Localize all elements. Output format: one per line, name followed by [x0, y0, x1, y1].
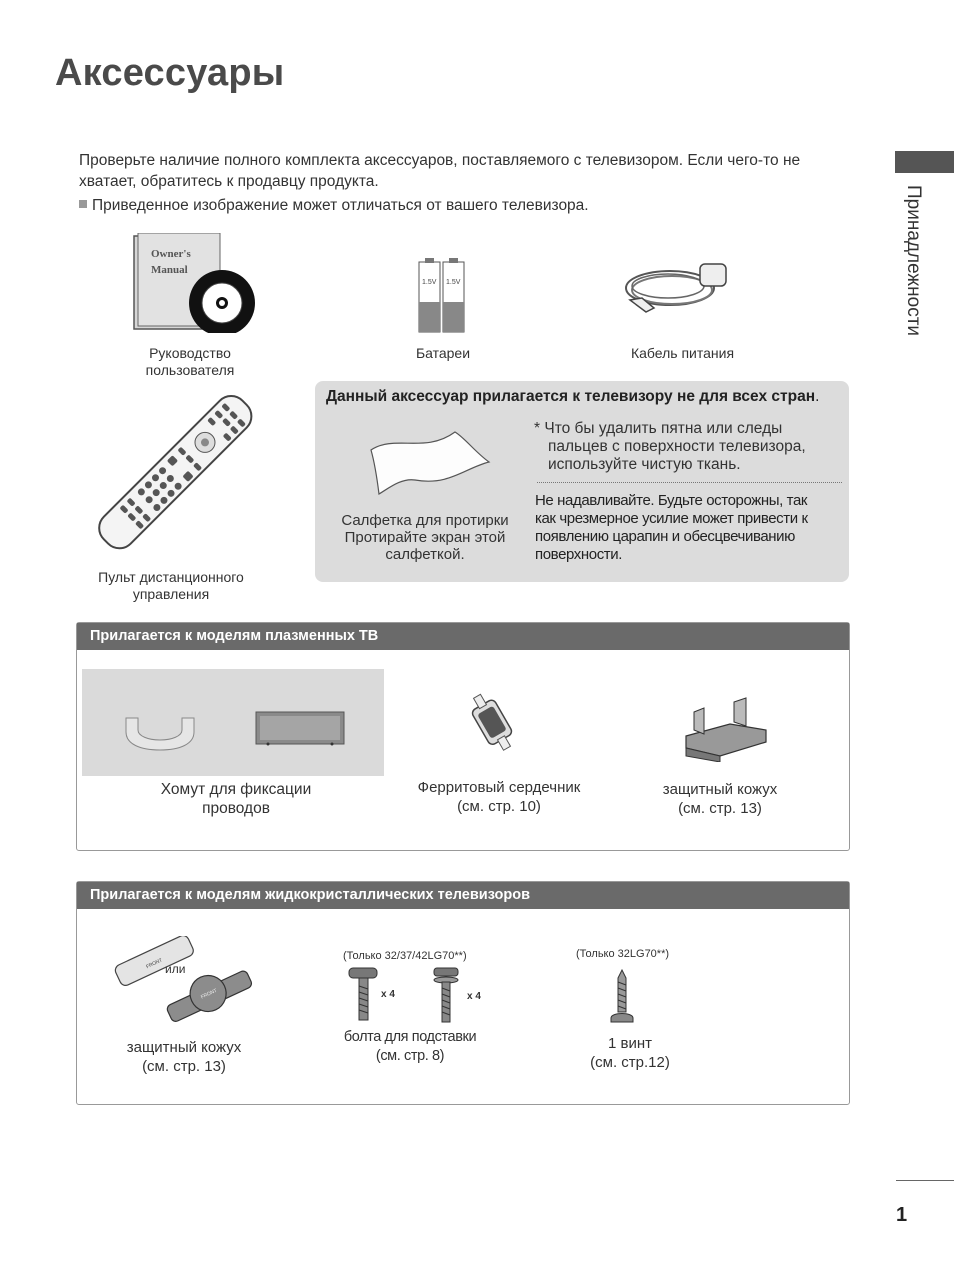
- image-note-text: Приведенное изображение может отличаться от вашего телевизора.: [92, 197, 589, 214]
- cloth-caption-line1: Салфетка для протирки: [341, 512, 509, 529]
- lcd-section-header: Прилагается к моделям жидкокристаллических телевизоров: [77, 882, 849, 909]
- cloth-box-title: [326, 388, 826, 405]
- screw-caption-line2: (см. стр.12): [590, 1054, 670, 1071]
- clamp-caption: [130, 780, 342, 818]
- warn-line2: как чрезмерное усилие может привести к: [535, 510, 808, 527]
- stand-bolt-1-image: [343, 966, 383, 1024]
- cable-clamp-image: [122, 712, 198, 752]
- remote-control-image: [96, 380, 256, 560]
- page-number-rule: [896, 1180, 954, 1181]
- manual-caption: [120, 345, 260, 379]
- warn-line3: появлению царапин и обесцвечиванию: [535, 528, 795, 545]
- batteries-image: [417, 258, 467, 333]
- stand-bolt-2-image: [428, 966, 464, 1026]
- manual-cover-line2: Manual: [151, 264, 188, 276]
- manual-caption-line2: пользователя: [145, 362, 235, 378]
- cover-front-label-2: FRONT: [200, 987, 219, 1001]
- ferrite-caption-line2: (см. стр. 10): [457, 798, 541, 815]
- screw-image: [607, 968, 637, 1028]
- plasma-section-header: Прилагается к моделям плазменных ТВ: [77, 623, 849, 650]
- tip-divider: [537, 482, 842, 483]
- manual-caption-line1: Руководство: [149, 345, 231, 361]
- cleaning-cloth-image: [365, 428, 493, 496]
- intro-text: Проверьте наличие полного комплекта аксессуаров, поставляемого с телевизором. Если чего-то не хватает, обратитесь к продавцу продукта.: [79, 152, 801, 190]
- bolts-qty-1: x 4: [381, 989, 395, 1000]
- warn-line4: поверхности.: [535, 546, 623, 563]
- cloth-caption-line2: Протирайте экран этой: [344, 529, 506, 546]
- cable-holder-image: [254, 708, 346, 748]
- lcd-cover-caption-line2: (см. стр. 13): [142, 1058, 226, 1075]
- ferrite-core-image: [462, 692, 524, 756]
- power-cable-caption: Кабель питания: [630, 345, 735, 361]
- ferrite-caption-line1: Ферритовый сердечник: [417, 779, 581, 796]
- cloth-warning: [535, 492, 845, 564]
- tip-line3: используйте чистую ткань.: [548, 456, 741, 473]
- tip-line2: пальцев с поверхности телевизора,: [548, 438, 806, 455]
- page-number: 1: [896, 1204, 908, 1226]
- screw-caption-line1: 1 винт: [607, 1035, 652, 1052]
- cloth-caption: [330, 512, 520, 563]
- bolts-caption-line2: (см. стр. 8): [375, 1048, 445, 1064]
- side-tab-label: [884, 185, 928, 355]
- side-tab-marker: [895, 151, 954, 173]
- plasma-cover-caption-line1: защитный кожух: [662, 781, 778, 798]
- remote-caption: [86, 569, 256, 603]
- clamp-caption-line1: Хомут для фиксации: [160, 781, 312, 798]
- cloth-box-title-end: .: [815, 388, 820, 405]
- clamp-caption-line2: проводов: [202, 800, 270, 817]
- power-cable-image: [620, 258, 732, 320]
- bullet-square-icon: [79, 200, 87, 208]
- owners-manual-image: [132, 233, 260, 333]
- screw-caption: [570, 1034, 690, 1072]
- image-note: [79, 197, 589, 215]
- side-tab-text: Принадлежности: [903, 185, 924, 337]
- warn-line1: Не надавливайте. Будьте осторожны, так: [535, 492, 808, 509]
- plasma-protective-cover-image: [680, 696, 770, 762]
- ferrite-caption: [394, 778, 604, 816]
- screw-model-note: (Только 32LG70**): [576, 948, 670, 960]
- bolts-caption: [335, 1028, 485, 1066]
- cover-front-label-1: FRONT: [145, 957, 164, 971]
- page-title: Аксессуары: [55, 52, 285, 94]
- battery-2-label: 1.5V: [446, 279, 461, 286]
- lcd-protective-cover-image: [108, 936, 258, 1028]
- bolts-model-note: (Только 32/37/42LG70**): [343, 950, 467, 962]
- cloth-box-title-text: Данный аксессуар прилагается к телевизору не для всех стран: [326, 388, 816, 405]
- bolts-caption-line1: болта для подставки: [343, 1029, 477, 1045]
- cloth-tip: [534, 420, 844, 474]
- or-label: или: [165, 962, 186, 976]
- tip-star: *: [534, 420, 541, 437]
- remote-caption-line2: управления: [132, 586, 210, 602]
- lcd-cover-caption: [104, 1038, 264, 1076]
- bolts-qty-2: x 4: [467, 991, 481, 1002]
- remote-caption-line1: Пульт дистанционного: [98, 569, 244, 585]
- batteries-caption: Батареи: [415, 345, 471, 361]
- lcd-cover-caption-line1: защитный кожух: [126, 1039, 242, 1056]
- battery-1-label: 1.5V: [422, 279, 437, 286]
- plasma-cover-caption-line2: (см. стр. 13): [678, 800, 762, 817]
- tip-line1: Что бы удалить пятна или следы: [544, 420, 783, 437]
- plasma-cover-caption: [640, 780, 800, 818]
- cloth-caption-line3: салфеткой.: [385, 546, 465, 563]
- manual-cover-line1: Owner's: [151, 248, 191, 260]
